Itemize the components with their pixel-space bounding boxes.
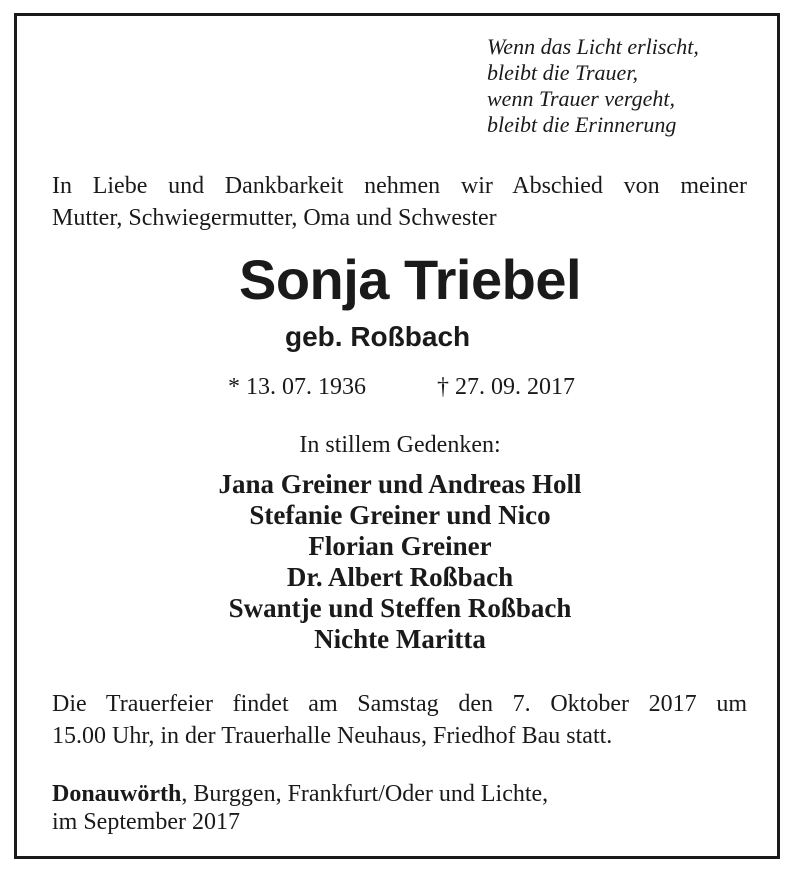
intro-text [52,170,752,234]
mourners-list [0,469,800,655]
poem-line: bleibt die Trauer, [487,60,638,85]
mourner-name: Stefanie Greiner und Nico [249,500,551,530]
intro-line: Mutter, Schwiegermutter, Oma und Schwester [52,205,497,231]
poem-line: Wenn das Licht erlischt, [487,34,699,59]
notice-date: im September 2017 [52,809,240,835]
ceremony-text [52,688,752,752]
ceremony-line: 15.00 Uhr, in der Trauerhalle Neuhaus, Friedhof Bau statt. [52,723,613,749]
death-date: † 27. 09. 2017 [437,374,575,400]
places-line [52,780,752,808]
mourner-name: Jana Greiner und Andreas Holl [218,469,582,499]
maiden-name: geb. Roßbach [285,321,471,352]
poem-line: wenn Trauer vergeht, [487,86,675,111]
place-city: Donauwörth [52,781,182,807]
mourner-name: Florian Greiner [308,531,492,561]
mourner-name: Dr. Albert Roßbach [286,562,514,592]
place-others: , Burggen, Frankfurt/Oder und Lichte, [181,781,549,807]
intro-line: In Liebe und Dankbarkeit nehmen wir Abschied von meiner [52,173,747,199]
birth-date: * 13. 07. 1936 [228,374,366,400]
place-and-date [52,780,752,836]
ceremony-line: Die Trauerfeier findet am Samstag den 7. Oktober 2017 um [52,691,747,717]
mourners-heading: In stillem Gedenken: [299,432,501,458]
mourner-name: Nichte Maritta [314,624,486,654]
deceased-name: Sonja Triebel [238,248,582,311]
poem [487,34,777,138]
poem-line: bleibt die Erinnerung [487,112,677,137]
mourner-name: Swantje und Steffen Roßbach [228,593,572,623]
